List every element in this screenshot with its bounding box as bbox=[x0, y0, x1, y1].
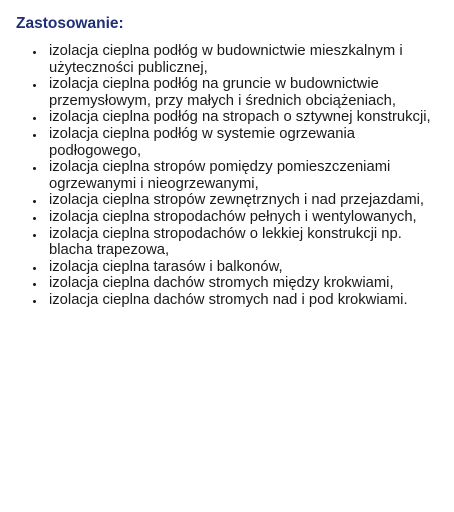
bullet-icon bbox=[33, 283, 36, 286]
list-item bbox=[16, 192, 446, 209]
list-item bbox=[16, 226, 446, 259]
bullet-icon bbox=[33, 84, 36, 87]
list-item bbox=[16, 259, 446, 276]
list-item-text: izolacja cieplna tarasów i balkonów, bbox=[49, 258, 283, 275]
list-item-text: izolacja cieplna stropów zewnętrznych i nad przejazdami, bbox=[49, 192, 425, 209]
bullet-icon bbox=[33, 51, 36, 54]
list-item bbox=[16, 76, 446, 109]
list-item bbox=[16, 209, 446, 226]
usage-section bbox=[16, 14, 446, 309]
list-item-text: izolacja cieplna stropodachów o lekkiej konstrukcji np. blacha trapezowa, bbox=[49, 225, 402, 259]
bullet-icon bbox=[33, 167, 36, 170]
list-item-text: izolacja cieplna stropodachów pełnych i wentylowanych, bbox=[49, 208, 417, 225]
section-heading: Zastosowanie: bbox=[16, 15, 124, 32]
list-item bbox=[16, 275, 446, 292]
list-item-text: izolacja cieplna dachów stromych nad i pod krokwiami. bbox=[49, 291, 408, 308]
usage-list bbox=[16, 43, 446, 309]
list-item-text: izolacja cieplna podłóg w systemie ogrzewania podłogowego, bbox=[49, 125, 355, 159]
list-item bbox=[16, 109, 446, 126]
list-item bbox=[16, 126, 446, 159]
list-item-text: izolacja cieplna podłóg na stropach o sztywnej konstrukcji, bbox=[49, 109, 431, 126]
bullet-icon bbox=[33, 217, 36, 220]
list-item-text: izolacja cieplna podłóg na gruncie w budownictwie przemysłowym, przy małych i średnich obciążeniach, bbox=[49, 76, 397, 109]
bullet-icon bbox=[33, 117, 36, 120]
list-item-text: izolacja cieplna podłóg w budownictwie mieszkalnym i użyteczności publicznej, bbox=[49, 43, 403, 76]
bullet-icon bbox=[33, 200, 36, 203]
list-item-text: izolacja cieplna dachów stromych między krokwiami, bbox=[49, 275, 394, 292]
list-item bbox=[16, 292, 446, 309]
bullet-icon bbox=[33, 267, 36, 270]
list-item bbox=[16, 43, 446, 76]
list-item-text: izolacja cieplna stropów pomiędzy pomieszczeniami ogrzewanymi i nieogrzewanymi, bbox=[49, 159, 391, 192]
bullet-icon bbox=[33, 134, 36, 137]
list-item bbox=[16, 159, 446, 192]
bullet-icon bbox=[33, 234, 36, 237]
bullet-icon bbox=[33, 300, 36, 303]
